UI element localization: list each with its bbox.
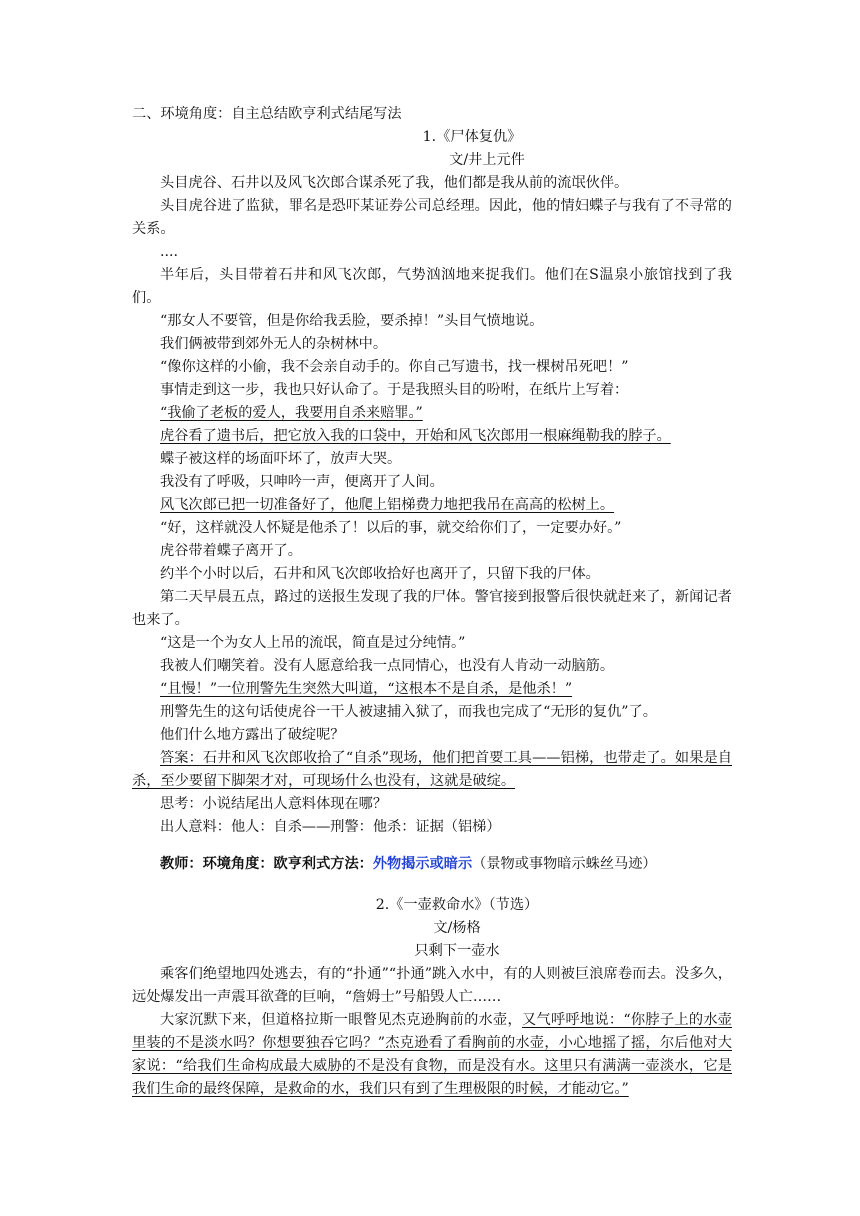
dialogue-line: “这是一个为女人上吊的流氓，简直是过分纯情。” <box>160 635 466 651</box>
section-heading: 二、环境角度：自主总结欧亨利式结尾写法 <box>132 106 402 122</box>
paragraph: 事情走到这一步，我也只好认命了。于是我照头目的吩咐，在纸片上写着： <box>160 382 629 398</box>
paragraph-start: 大家沉默下来，但道格拉斯一眼瞥见杰克逊胸前的水壶， <box>160 1012 523 1028</box>
paragraph: 我被人们嘲笑着。没有人愿意给我一点同情心，也没有人肯动一动脑筋。 <box>160 658 615 674</box>
paragraph: 虎谷带着蝶子离开了。 <box>160 543 302 559</box>
ellipsis-line: .... <box>160 244 179 260</box>
think-answer: 出人意料：他人：自杀——刑警：他杀：证据（铝梯） <box>160 819 501 835</box>
story2-title: 2.《一壶救命水》（节选） <box>375 897 539 913</box>
paragraph: 蝶子被这样的场面吓坏了，放声大哭。 <box>160 451 402 467</box>
teacher-note-label: 教师：环境角度：欧亨利式方法： <box>160 856 373 872</box>
question-line: 他们什么地方露出了破绽呢？ <box>160 727 345 743</box>
teacher-note-highlight: 外物揭示或暗示 <box>372 856 473 872</box>
paragraph: 约半个小时以后，石井和风飞次郎收拾好也离开了，只留下我的尸体。 <box>160 566 600 582</box>
story1-author: 文/井上元件 <box>449 152 525 168</box>
answer-paragraph: 答案：石井和风飞次郎收拾了“自杀”现场，他们把首要工具——铝梯，也带走了。如果是自杀，至少要留下脚架才对，可现场什么也没有，这就是破绽。 <box>132 750 732 789</box>
underlined-line: 虎谷看了遗书后，把它放入我的口袋中，开始和风飞次郎用一根麻绳勒我的脖子。 <box>160 428 671 444</box>
underlined-line: “我偷了老板的爱人，我要用自杀来赔罪。” <box>160 405 423 421</box>
paragraph: 我没有了呼吸，只呻吟一声，便离开了人间。 <box>160 474 444 490</box>
paragraph: 半年后，头目带着石井和风飞次郎，气势汹汹地来捉我们。他们在S温泉小旅馆找到了我们。 <box>132 267 732 306</box>
paragraph: 头目虎谷、石井以及风飞次郎合谋杀死了我，他们都是我从前的流氓伙伴。 <box>160 175 629 191</box>
dialogue-line: “好，这样就没人怀疑是他杀了！以后的事，就交给你们了，一定要办好。” <box>160 520 622 536</box>
document-body <box>132 103 732 1101</box>
underlined-line: 风飞次郎已把一切准备好了，他爬上铝梯费力地把我吊在高高的松树上。 <box>160 497 615 513</box>
dialogue-line: “那女人不要管，但是你给我丢脸，要杀掉！”头目气愤地说。 <box>160 313 544 329</box>
paragraph: 我们俩被带到郊外无人的杂树林中。 <box>160 336 388 352</box>
underlined-line: “且慢！”一位刑警先生突然大叫道，“这根本不是自杀，是他杀！” <box>160 681 573 697</box>
paragraph <box>132 1009 732 1101</box>
paragraph: 第二天早晨五点，路过的送报生发现了我的尸体。警官接到报警后很快就赶来了，新闻记者也来了。 <box>132 589 732 628</box>
dialogue-line: “像你这样的小偷，我不会亲自动手的。你自己写遗书，找一棵树吊死吧！” <box>160 359 629 375</box>
underlined-passage: 又气呼呼地说：“你脖子上的水壶里装的不是淡水吗？你想要独吞它吗？”杰克逊看了看胸前的水壶，小心地摇了摇，尔后他对大家说：“给我们生命构成最大威胁的不是没有食物，而是没有水。这里只有满满一壶淡水，它是我们生命的最终保障，是救命的水，我们只有到了生理极限的时候，才能动它。” <box>132 1012 732 1097</box>
paragraph: 乘客们绝望地四处逃去，有的“扑通”“扑通”跳入水中，有的人则被巨浪席卷而去。没多久，远处爆发出一声震耳欲聋的巨响，“詹姆士”号船毁人亡…… <box>132 966 732 1005</box>
teacher-note <box>132 853 732 876</box>
paragraph: 头目虎谷进了监狱，罪名是恐吓某证券公司总经理。因此，他的情妇蝶子与我有了不寻常的关系。 <box>132 198 732 237</box>
think-question: 思考：小说结尾出人意料体现在哪？ <box>160 796 388 812</box>
teacher-note-rest: （景物或事物暗示蛛丝马迹） <box>472 856 657 872</box>
story2-author: 文/杨格 <box>433 920 481 936</box>
story1-title: 1.《尸体复仇》 <box>422 129 522 145</box>
paragraph: 刑警先生的这句话使虎谷一干人被逮捕入狱了，而我也完成了“无形的复仇”了。 <box>160 704 657 720</box>
story2-subtitle: 只剩下一壶水 <box>414 943 500 959</box>
